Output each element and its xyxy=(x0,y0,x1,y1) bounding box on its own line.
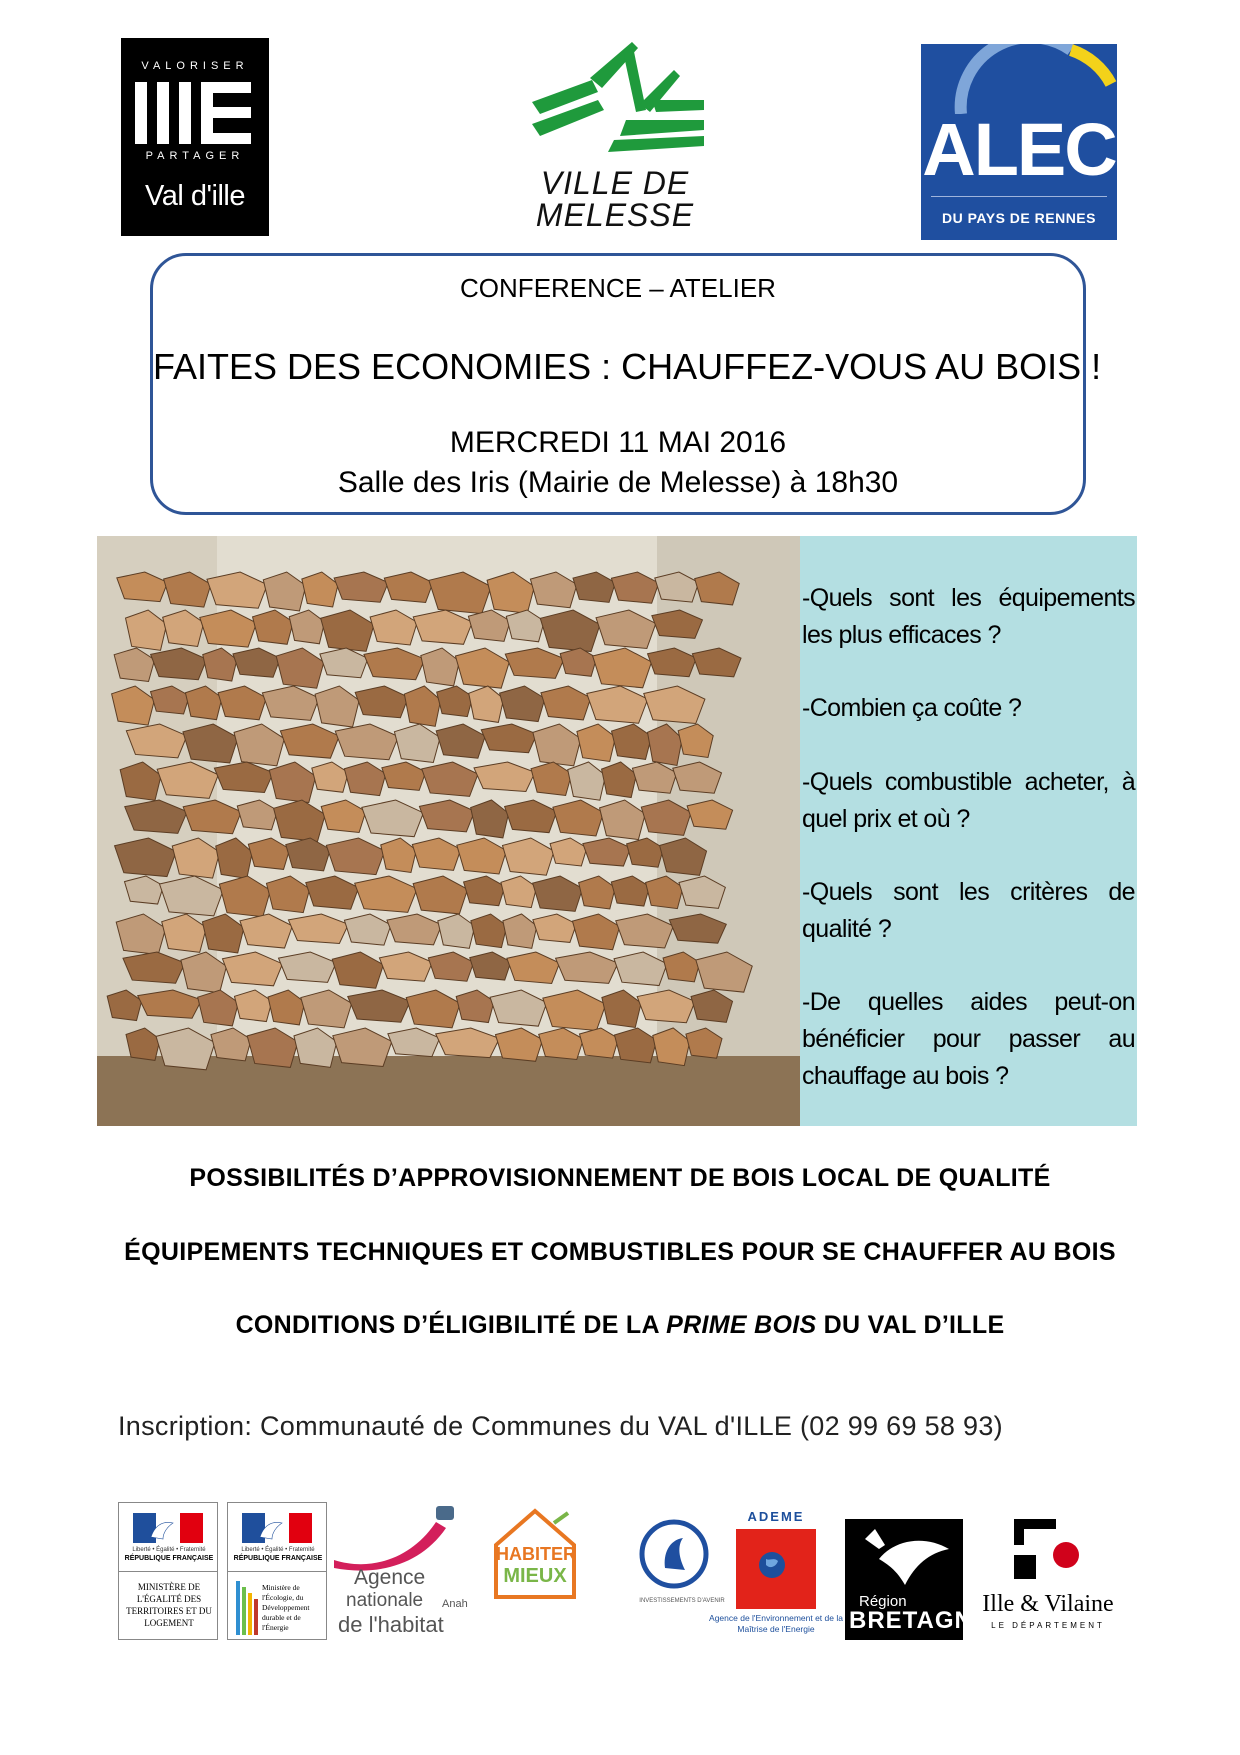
ministry-ecology-logo xyxy=(227,1502,327,1640)
val-dille-name: Val d'ille xyxy=(145,180,245,212)
rf-name: RÉPUBLIQUE FRANÇAISE xyxy=(124,1555,214,1562)
ademe-caption: Agence de l'Environnement et de la Maîtrise de l'Energie xyxy=(709,1613,843,1634)
ille-vilaine-name: Ille & Vilaine xyxy=(982,1591,1114,1617)
topic-equipment: ÉQUIPEMENTS TECHNIQUES ET COMBUSTIBLES POUR SE CHAUFFER AU BOIS xyxy=(124,1238,1116,1266)
ille-vilaine-dep: LE DÉPARTEMENT xyxy=(991,1621,1105,1630)
marianne-flag-icon xyxy=(242,1513,312,1543)
val-dille-logo xyxy=(121,38,269,236)
val-dille-top-word: VALORISER xyxy=(141,60,249,72)
rf-motto: Liberté • Égalité • Fraternité xyxy=(241,1547,315,1553)
ille-mark-icon xyxy=(135,82,255,144)
event-title: FAITES DES ECONOMIES : CHAUFFEZ-VOUS AU BOIS ! xyxy=(153,346,1102,387)
question-item: -De quelles aides peut-on bénéficier pour passer au chauffage au bois ? xyxy=(802,988,1135,1090)
topic-prime-bois xyxy=(0,1311,1240,1340)
ministry-divider xyxy=(119,1571,217,1572)
ademe-logo xyxy=(708,1509,844,1649)
ministry-divider xyxy=(228,1571,326,1572)
anah-line1: Agence xyxy=(354,1566,426,1589)
ministry-name: Ministère de l'Écologie, du Développement durable et de l'Énergie xyxy=(262,1583,310,1632)
topic-3-before: CONDITIONS D’ÉLIGIBILITÉ DE LA xyxy=(235,1311,667,1339)
bretagne-line2: BRETAGNE xyxy=(849,1607,990,1634)
woodpile-photo xyxy=(97,536,800,1126)
val-dille-bottom-word: PARTAGER xyxy=(145,150,245,162)
question-item: -Quels combustible acheter, à quel prix et où ? xyxy=(802,768,1135,833)
topic-supply: POSSIBILITÉS D’APPROVISIONNEMENT DE BOIS LOCAL DE QUALITÉ xyxy=(189,1164,1051,1192)
event-date: MERCREDI 11 MAI 2016 xyxy=(449,426,787,459)
globe-icon xyxy=(736,1529,816,1609)
ademe-square xyxy=(736,1529,816,1609)
ermine-icon xyxy=(845,1519,963,1593)
question-item: -Combien ça coûte ? xyxy=(802,694,1022,722)
melesse-emblem-icon xyxy=(528,40,708,158)
bretagne-line1: Région xyxy=(859,1593,907,1610)
ille-vilaine-mark-icon xyxy=(1008,1515,1088,1587)
topic-3-italic: PRIME BOIS xyxy=(666,1311,817,1339)
alec-logo xyxy=(921,44,1117,240)
ille-et-vilaine-logo xyxy=(968,1515,1128,1640)
alec-arc-icon xyxy=(921,44,1117,114)
alec-divider xyxy=(931,196,1107,197)
ecology-stripes-icon xyxy=(236,1581,258,1635)
habiter-mieux-logo xyxy=(490,1505,580,1635)
anah-line3: de l'habitat xyxy=(338,1612,444,1637)
topic-3-after: DU VAL D’ILLE xyxy=(816,1311,1005,1339)
habiter-line1: HABITER xyxy=(496,1544,576,1564)
event-type: CONFERENCE – ATELIER xyxy=(460,273,776,303)
question-item: -Quels sont les équipements les plus efficaces ? xyxy=(802,584,1135,649)
ville-de-melesse-logo xyxy=(520,38,710,236)
alec-subtitle: DU PAYS DE RENNES xyxy=(942,210,1096,226)
invest-caption: INVESTISSEMENTS D'AVENIR xyxy=(639,1598,725,1604)
alec-name: ALEC xyxy=(922,108,1116,191)
anah-logo xyxy=(332,1502,472,1642)
marianne-circle-icon xyxy=(639,1518,709,1590)
questions-panel xyxy=(800,536,1137,1126)
anah-line2: nationale xyxy=(346,1590,424,1611)
marianne-flag-icon xyxy=(133,1513,203,1543)
event-title-box xyxy=(150,253,1102,515)
rf-name: RÉPUBLIQUE FRANÇAISE xyxy=(233,1555,323,1562)
rf-motto: Liberté • Égalité • Fraternité xyxy=(132,1547,206,1553)
woodpile-illustration xyxy=(97,536,800,1126)
event-place: Salle des Iris (Mairie de Melesse) à 18h30 xyxy=(337,466,899,499)
region-bretagne-logo xyxy=(845,1519,990,1640)
question-item: -Quels sont les critères de qualité ? xyxy=(802,878,1135,943)
anah-swoosh-icon xyxy=(332,1502,472,1572)
ministry-name: MINISTÈRE DE L'ÉGALITÉ DES TERRITOIRES ET DU LOGEMENT xyxy=(126,1582,212,1628)
ministry-territories-logo xyxy=(118,1502,218,1640)
inscription-text: Inscription: Communauté de Communes du VAL d'ILLE (02 99 69 58 93) xyxy=(118,1411,1003,1441)
anah-abbr: Anah xyxy=(442,1598,468,1610)
ademe-name: ADEME xyxy=(747,1509,805,1524)
melesse-line2: MELESSE xyxy=(535,197,695,233)
habiter-line2: MIEUX xyxy=(503,1565,567,1587)
melesse-line1: VILLE DE xyxy=(540,165,690,201)
